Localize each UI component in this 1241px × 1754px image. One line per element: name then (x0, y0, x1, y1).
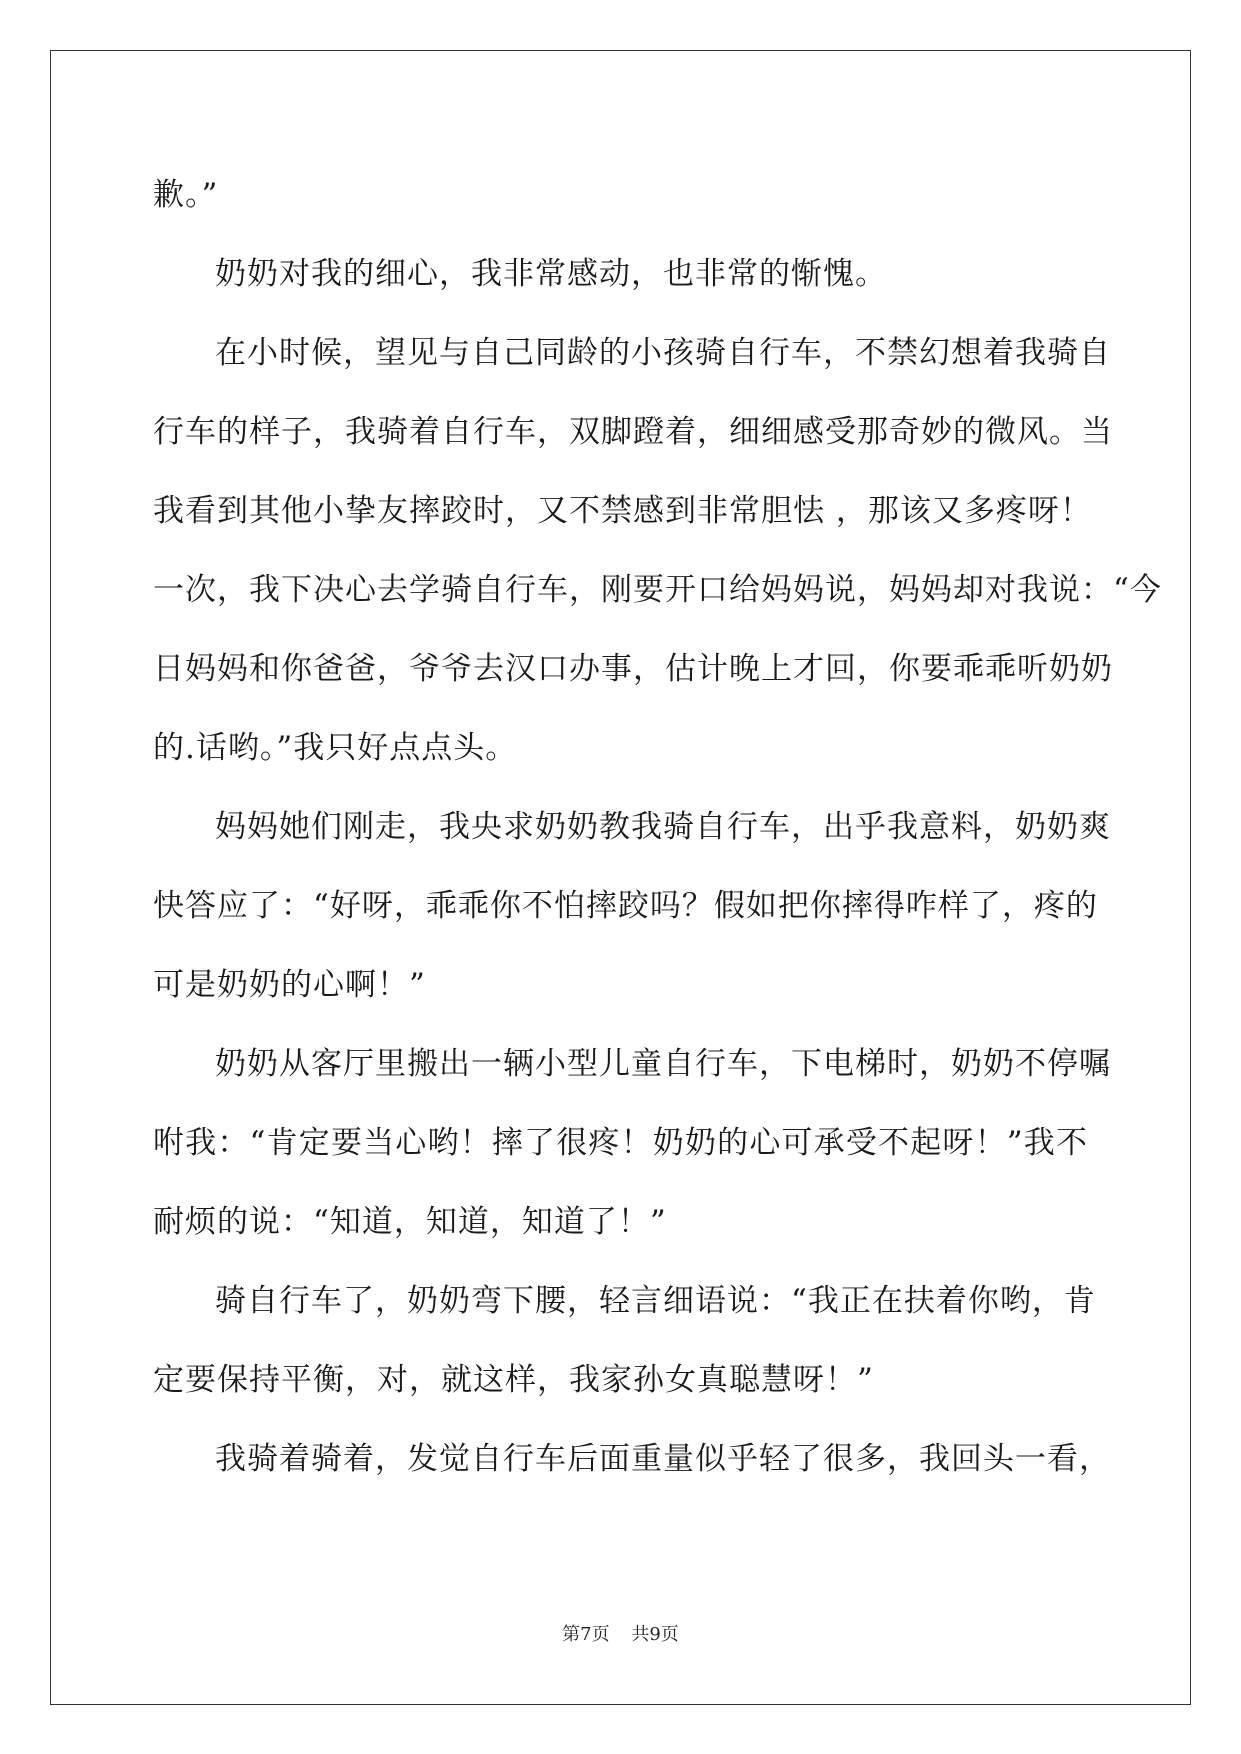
text-line: 奶奶从客厅里搬出一辆小型儿童自行车，下电梯时，奶奶不停嘱 (215, 1046, 1111, 1082)
text-line: 在小时候，望见与自己同龄的小孩骑自行车，不禁幻想着我骑自 (215, 335, 1111, 371)
page-number-total: 共9页 (631, 1624, 679, 1645)
text-line: 快答应了：“好呀，乖乖你不怕摔跤吗？假如把你摔得咋样了，疼的 (153, 888, 1098, 924)
text-line: 奶奶对我的细心，我非常感动，也非常的惭愧。 (215, 256, 887, 292)
text-line: 一次，我下决心去学骑自行车，刚要开口给妈妈说，妈妈却对我说：“今 (153, 572, 1162, 608)
document-body (153, 156, 1162, 1499)
text-line: 歉。” (153, 177, 219, 213)
text-line: 我骑着骑着，发觉自行车后面重量似乎轻了很多，我回头一看， (215, 1441, 1111, 1477)
text-line: 耐烦的说：“知道，知道，知道了！” (153, 1204, 667, 1240)
text-line: 妈妈她们刚走，我央求奶奶教我骑自行车，出乎我意料，奶奶爽 (215, 809, 1111, 845)
page-footer (0, 1620, 1241, 1646)
text-line: 定要保持平衡，对，就这样，我家孙女真聪慧呀！” (153, 1362, 874, 1398)
text-line: 我看到其他小挚友摔跤时，又不禁感到非常胆怯 ，那该又多疼呀！ (153, 493, 1092, 529)
text-line: 可是奶奶的心啊！” (153, 967, 426, 1003)
text-line: 的.话哟。”我只好点点头。 (153, 730, 518, 766)
text-line: 咐我：“肯定要当心哟！摔了很疼！奶奶的心可承受不起呀！”我不 (153, 1125, 1088, 1161)
text-line: 日妈妈和你爸爸，爷爷去汉口办事，估计晚上才回，你要乖乖听奶奶 (153, 651, 1113, 687)
page-number-current: 第7页 (562, 1624, 610, 1645)
text-line: 骑自行车了，奶奶弯下腰，轻言细语说：“我正在扶着你哟，肯 (215, 1283, 1096, 1319)
text-line: 行车的样子，我骑着自行车，双脚蹬着，细细感受那奇妙的微风。当 (153, 414, 1113, 450)
